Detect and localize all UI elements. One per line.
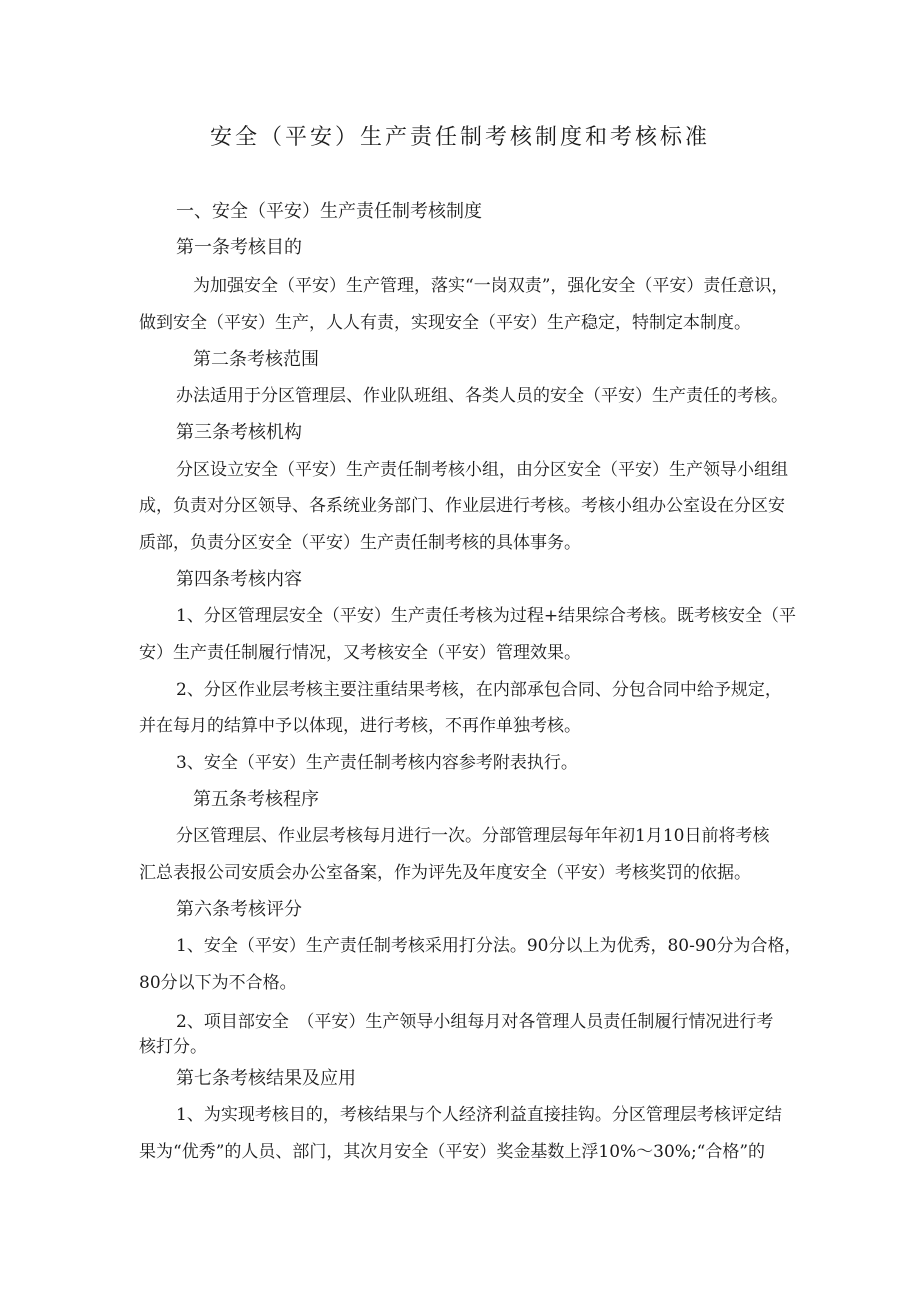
article1-line: 为加强安全（平安）生产管理，落实“一岗双责”，强化安全（平安）责任意识， (193, 276, 789, 296)
article1-heading: 第一条考核目的 (176, 237, 302, 258)
article6-heading: 第六条考核评分 (176, 899, 302, 920)
article1-line: 做到安全（平安）生产，人人有责，实现安全（平安）生产稳定，特制定本制度。 (139, 313, 751, 333)
article6-item2-line: 2、项目部安全 （平安）生产领导小组每月对各管理人员责任制履行情况进行考 (176, 1012, 774, 1032)
article5-line: 分区管理层、作业层考核每月进行一次。分部管理层每年年初1月10日前将考核 (176, 826, 770, 846)
article3-line: 分区设立安全（平安）生产责任制考核小组，由分区安全（平安）生产领导小组组 (176, 460, 788, 480)
article4-item2-line: 并在每月的结算中予以体现，进行考核，不再作单独考核。 (139, 716, 581, 736)
article4-heading: 第四条考核内容 (176, 569, 302, 590)
article5-heading: 第五条考核程序 (193, 789, 319, 810)
article6-item2-line: 核打分。 (139, 1037, 207, 1057)
article4-item3-line: 3、安全（平安）生产责任制考核内容参考附表执行。 (176, 753, 578, 773)
section1-heading: 一、安全（平安）生产责任制考核制度 (176, 201, 482, 222)
article4-item1-line: 安）生产责任制履行情况，又考核安全（平安）管理效果。 (139, 643, 581, 663)
article3-line: 成，负责对分区领导、各系统业务部门、作业层进行考核。考核小组办公室设在分区安 (139, 496, 785, 516)
article3-heading: 第三条考核机构 (176, 422, 302, 443)
article6-item1-line: 1、安全（平安）生产责任制考核采用打分法。90分以上为优秀，80-90分为合格， (176, 936, 802, 956)
document-title: 安全（平安）生产责任制考核制度和考核标准 (209, 125, 710, 150)
article7-heading: 第七条考核结果及应用 (176, 1068, 356, 1089)
article6-item1-line: 80分以下为不合格。 (139, 973, 297, 993)
article3-line: 质部，负责分区安全（平安）生产责任制考核的具体事务。 (139, 533, 581, 553)
article4-item2-line: 2、分区作业层考核主要注重结果考核，在内部承包合同、分包合同中给予规定， (176, 680, 782, 700)
article4-item1-line: 1、分区管理层安全（平安）生产责任考核为过程+结果综合考核。既考核安全（平 (176, 606, 797, 626)
article2-line: 办法适用于分区管理层、作业队班组、各类人员的安全（平安）生产责任的考核。 (176, 386, 788, 406)
article2-heading: 第二条考核范围 (193, 349, 319, 370)
article7-item1-line: 果为“优秀”的人员、部门，其次月安全（平安）奖金基数上浮10%～30%;“合格”的 (139, 1142, 766, 1162)
article7-item1-line: 1、为实现考核目的，考核结果与个人经济利益直接挂钩。分区管理层考核评定结 (176, 1105, 782, 1125)
article5-line: 汇总表报公司安质会办公室备案，作为评先及年度安全（平安）考核奖罚的依据。 (139, 863, 751, 883)
